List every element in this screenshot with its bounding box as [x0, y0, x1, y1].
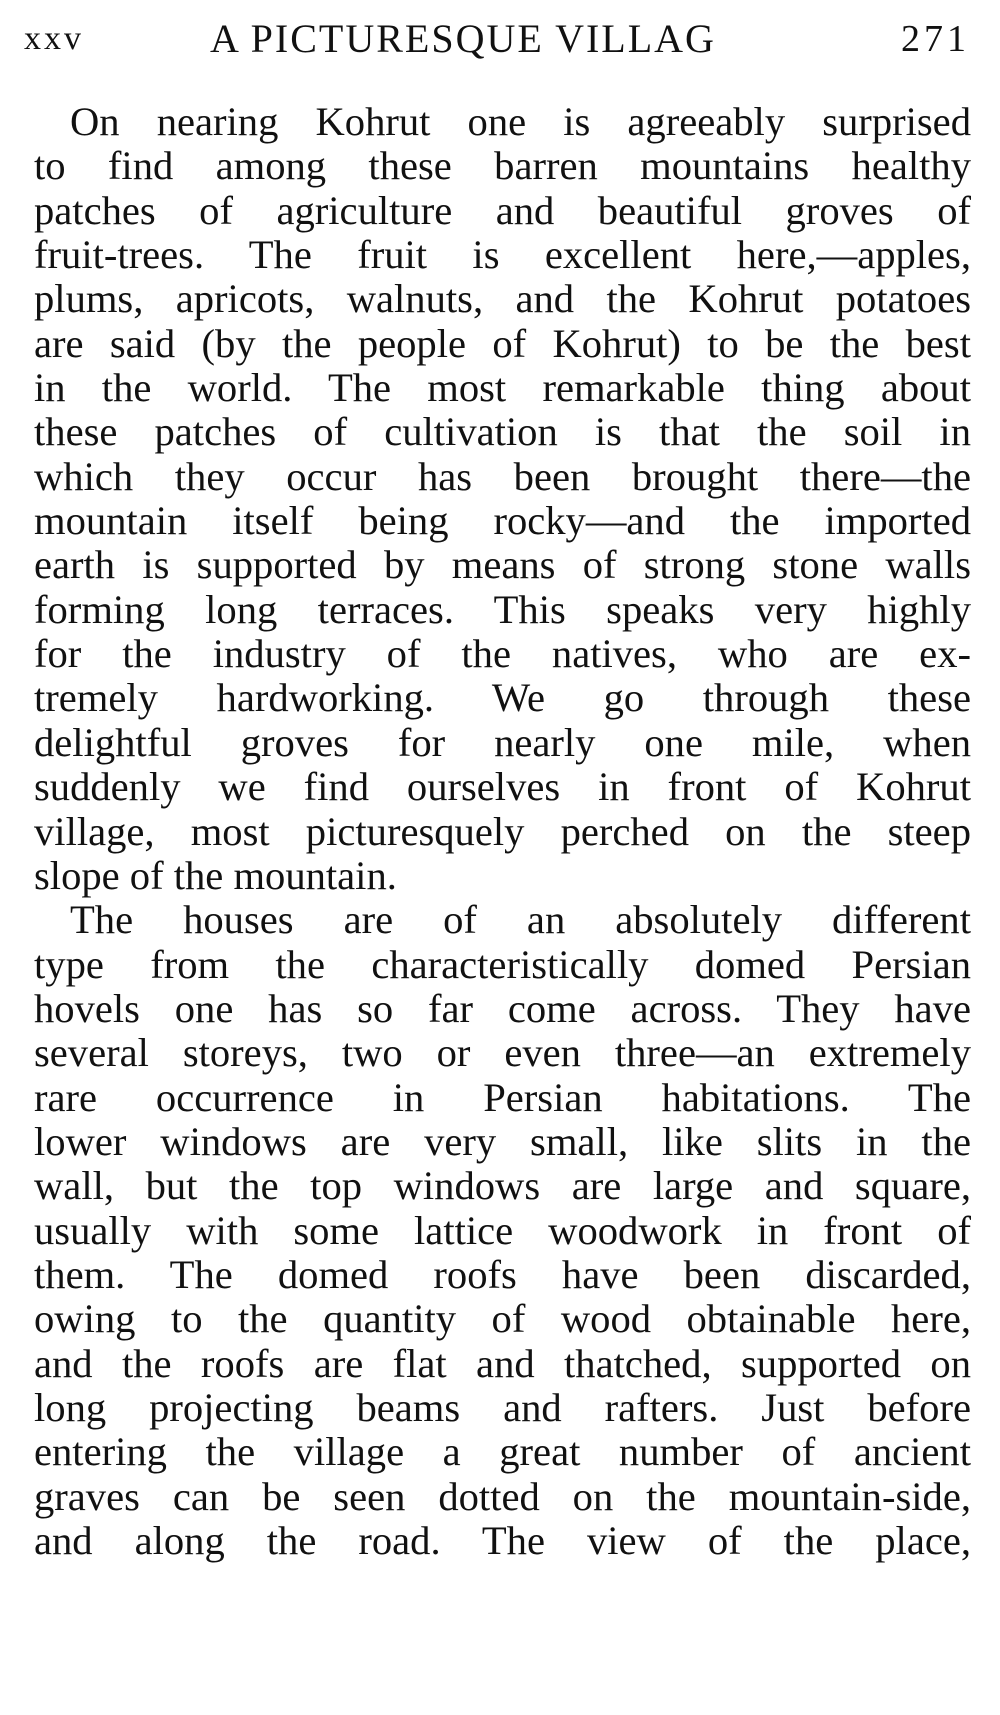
- text-line: tremely hardworking. We go through these: [34, 676, 971, 721]
- running-title: A PICTURESQUE VILLAG: [210, 16, 716, 61]
- text-line: plums, apricots, walnuts, and the Kohrut potatoes: [34, 277, 971, 322]
- text-line: suddenly we find ourselves in front of Kohrut: [34, 765, 971, 810]
- text-line: hovels one has so far come across. They have: [34, 986, 971, 1031]
- text-line: owing to the quantity of wood obtainable here,: [34, 1297, 971, 1342]
- text-line: for the industry of the natives, who are ex-: [34, 632, 971, 677]
- text-line: entering the village a great number of ancient: [34, 1430, 971, 1475]
- running-head: [24, 14, 970, 64]
- text-line: fruit-trees. The fruit is excellent here,—apples,: [34, 233, 971, 278]
- text-line: type from the characteristically domed Persian: [34, 942, 971, 987]
- text-line: lower windows are very small, like slits in the: [34, 1119, 971, 1164]
- text-line: them. The domed roofs have been discarded,: [34, 1252, 971, 1297]
- text-line: are said (by the people of Kohrut) to be the best: [34, 321, 971, 366]
- text-line: long projecting beams and rafters. Just before: [34, 1385, 971, 1430]
- text-line: delightful groves for nearly one mile, when: [34, 720, 971, 765]
- text-line: and the roofs are flat and thatched, supported on: [34, 1341, 971, 1386]
- text-line: The houses are of an absolutely different: [70, 898, 971, 943]
- text-line: earth is supported by means of strong stone walls: [34, 543, 971, 588]
- text-line: village, most picturesquely perched on the steep: [34, 809, 971, 854]
- text-line: graves can be seen dotted on the mountain-side,: [34, 1474, 971, 1519]
- text-line: which they occur has been brought there—the: [34, 454, 971, 499]
- text-line: wall, but the top windows are large and square,: [34, 1164, 971, 1209]
- text-line: patches of agriculture and beautiful groves of: [34, 188, 971, 233]
- body-text: [34, 100, 971, 1563]
- text-line: and along the road. The view of the place,: [34, 1519, 971, 1563]
- page-number: 271: [901, 18, 970, 60]
- text-line: forming long terraces. This speaks very highly: [34, 587, 971, 632]
- text-line: mountain itself being rocky—and the imported: [34, 499, 971, 544]
- text-line: several storeys, two or even three—an extremely: [34, 1031, 971, 1076]
- text-line: these patches of cultivation is that the soil in: [34, 410, 971, 455]
- chapter-number: xxv: [24, 20, 84, 57]
- text-line: in the world. The most remarkable thing about: [34, 366, 971, 411]
- text-line: rare occurrence in Persian habitations. The: [34, 1075, 971, 1120]
- text-line: On nearing Kohrut one is agreeably surprised: [70, 100, 971, 144]
- text-line: slope of the mountain.: [34, 853, 397, 898]
- text-line: to find among these barren mountains healthy: [34, 144, 971, 189]
- text-line: usually with some lattice woodwork in front of: [34, 1208, 971, 1253]
